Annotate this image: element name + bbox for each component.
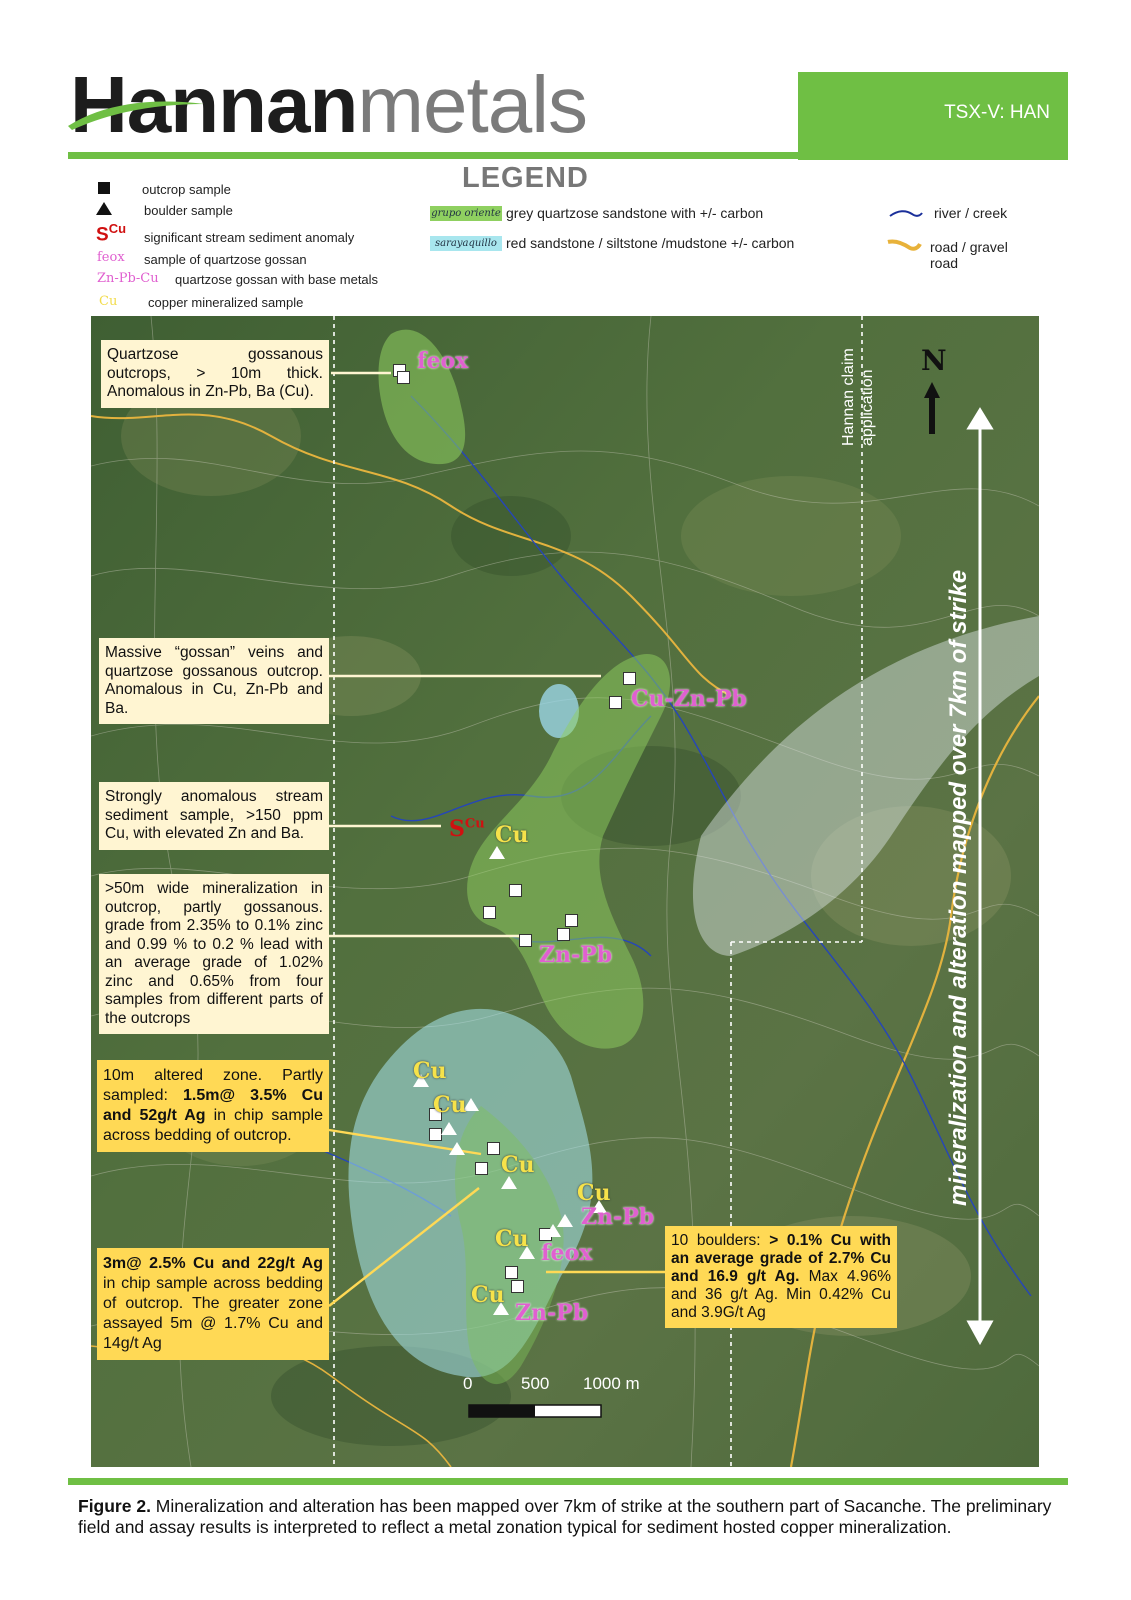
legend-boulder: boulder sample	[144, 203, 233, 218]
stream-symbol-sup: Cu	[108, 221, 127, 236]
map-label-cu-zn-pb: Cu-Zn-Pb	[631, 686, 747, 712]
boulder-sample-marker	[441, 1122, 457, 1135]
geology-map	[91, 316, 1039, 1467]
logo-text-bold: Hannan	[70, 60, 358, 149]
figure-caption-label: Figure 2.	[78, 1496, 151, 1516]
outcrop-sample-marker	[483, 906, 496, 919]
callout-cu-zn-pb: Massive “gossan” veins and quartzose gossanous outcrop. Anomalous in Cu, Zn-Pb and Ba.	[99, 638, 329, 724]
map-label-cu-6: Cu	[495, 1226, 529, 1252]
legend-title: LEGEND	[462, 162, 589, 194]
legend-feox: sample of quartzose gossan	[144, 252, 307, 267]
footer-divider	[68, 1478, 1068, 1485]
outcrop-sample-marker	[505, 1266, 518, 1279]
map-label-cu-3: Cu	[433, 1092, 467, 1118]
outcrop-sample-marker	[511, 1280, 524, 1293]
outcrop-sample-marker	[623, 672, 636, 685]
outcrop-sample-marker	[557, 928, 570, 941]
callout-chip-sample-text: in chip sample across bedding of outcrop. The greater zone assayed 5m @ 1.7% Cu and 14g/t Ag	[103, 1275, 323, 1352]
claim-application-label: Hannan claim application	[840, 348, 876, 446]
scale-label-zero: 0	[463, 1374, 473, 1393]
callout-chip-sample	[97, 1248, 329, 1360]
callout-chip-sample-grade: 3m@ 2.5% Cu and 22g/t Ag	[103, 1255, 323, 1272]
river-line-icon	[888, 208, 924, 220]
callout-altered-zone-text-1: 10m altered zone. Partly sampled:	[103, 1067, 323, 1104]
cu-symbol: Cu	[99, 294, 118, 309]
map-label-stream-s: S	[449, 816, 465, 842]
callout-feox-north: Quartzose gossanous outcrops, > 10m thick. Anomalous in Zn-Pb, Ba (Cu).	[101, 340, 329, 408]
scale-label-1000: 1000 m	[583, 1374, 640, 1393]
strike-length-label: mineralization and alteration mapped over 7km of strike	[945, 569, 972, 1206]
map-label-cu-7: Cu	[471, 1282, 505, 1308]
outcrop-sample-marker	[565, 914, 578, 927]
legend-sarayaquillo: red sandstone / siltstone /mudstone +/- carbon	[506, 235, 795, 251]
figure-caption-text: Mineralization and alteration has been mapped over 7km of strike at the southern part of Sacanche. The preliminary field and assay results is interpreted to reflect a metal zonation typical for sediment hosted copper mineralization.	[78, 1496, 1052, 1537]
legend-road: road / gravel road	[930, 239, 1008, 271]
callout-stream-sediment: Strongly anomalous stream sediment sample, >150 ppm Cu, with elevated Zn and Ba.	[99, 782, 329, 850]
map-label-feox-north: feox	[417, 348, 469, 374]
legend-cu: copper mineralized sample	[148, 295, 304, 310]
boulder-sample-marker	[449, 1142, 465, 1155]
outcrop-square-icon	[98, 182, 110, 194]
outcrop-sample-marker	[487, 1142, 500, 1155]
znpbcu-symbol: Zn-Pb-Cu	[97, 271, 159, 286]
callout-zn-pb-outcrop: >50m wide mineralization in outcrop, partly gossanous. grade from 2.35% to 0.1% zinc and 0.99 % to 0.2 % lead with an average grade of 1.02% zinc and 0.65% from four samples from different parts of the outcrops	[99, 874, 329, 1034]
figure-caption	[78, 1496, 1068, 1538]
map-label-stream-sup: Cu	[464, 816, 485, 832]
map-label-cu-1: Cu	[495, 822, 529, 848]
outcrop-sample-marker	[609, 696, 622, 709]
map-label-cu-2: Cu	[413, 1058, 447, 1084]
ticker-symbol: TSX-V: HAN	[944, 102, 1050, 123]
outcrop-sample-marker	[397, 371, 410, 384]
outcrop-sample-marker	[509, 884, 522, 897]
callout-boulders	[665, 1226, 897, 1328]
map-label-stream-anomaly	[449, 816, 485, 842]
map-label-cu-5: Cu	[577, 1180, 611, 1206]
legend-znpbcu: quartzose gossan with base metals	[175, 272, 379, 287]
map-label-cu-4: Cu	[501, 1152, 535, 1178]
callout-altered-zone	[97, 1060, 329, 1152]
scale-label-500: 500	[521, 1374, 550, 1393]
road-line-icon	[886, 238, 922, 252]
callout-altered-zone-text-2: in chip sample across bedding of outcrop.	[103, 1107, 323, 1144]
legend-stream: significant stream sediment anomaly	[144, 230, 355, 245]
stream-symbol-s: S	[96, 224, 109, 246]
outcrop-sample-marker	[475, 1162, 488, 1175]
stream-symbol	[96, 221, 126, 246]
callout-altered-zone-grade: 1.5m@ 3.5% Cu and 52g/t Ag	[103, 1087, 323, 1124]
callout-boulders-grade: > 0.1% Cu with an average grade of 2.7% Cu and 16.9 g/t Ag.	[671, 1232, 891, 1285]
legend-river: river / creek	[934, 205, 1008, 221]
map-label-feox-south: feox	[541, 1240, 593, 1266]
map-label-zn-pb-2: Zn-Pb	[581, 1204, 655, 1230]
map-label-zn-pb-1: Zn-Pb	[539, 942, 613, 968]
map-label-zn-pb-3: Zn-Pb	[515, 1300, 589, 1326]
sarayaquillo-swatch: sarayaquillo	[430, 236, 502, 251]
boulder-triangle-icon	[96, 202, 112, 215]
north-label: N	[921, 344, 947, 377]
callout-boulders-text-2: Max 4.96% and 36 g/t Ag. Min 0.42% Cu and 3.9G/t Ag	[671, 1268, 891, 1321]
legend-outcrop: outcrop sample	[142, 182, 231, 197]
callout-boulders-text-1: 10 boulders:	[671, 1232, 770, 1249]
legend-oriente: grey quartzose sandstone with +/- carbon	[506, 205, 764, 221]
oriente-swatch: grupo oriente	[431, 208, 501, 219]
logo-text-light: metals	[357, 60, 587, 149]
boulder-sample-marker	[545, 1224, 561, 1237]
outcrop-sample-marker	[519, 934, 532, 947]
feox-symbol: feox	[97, 250, 125, 265]
legend	[0, 0, 1131, 316]
